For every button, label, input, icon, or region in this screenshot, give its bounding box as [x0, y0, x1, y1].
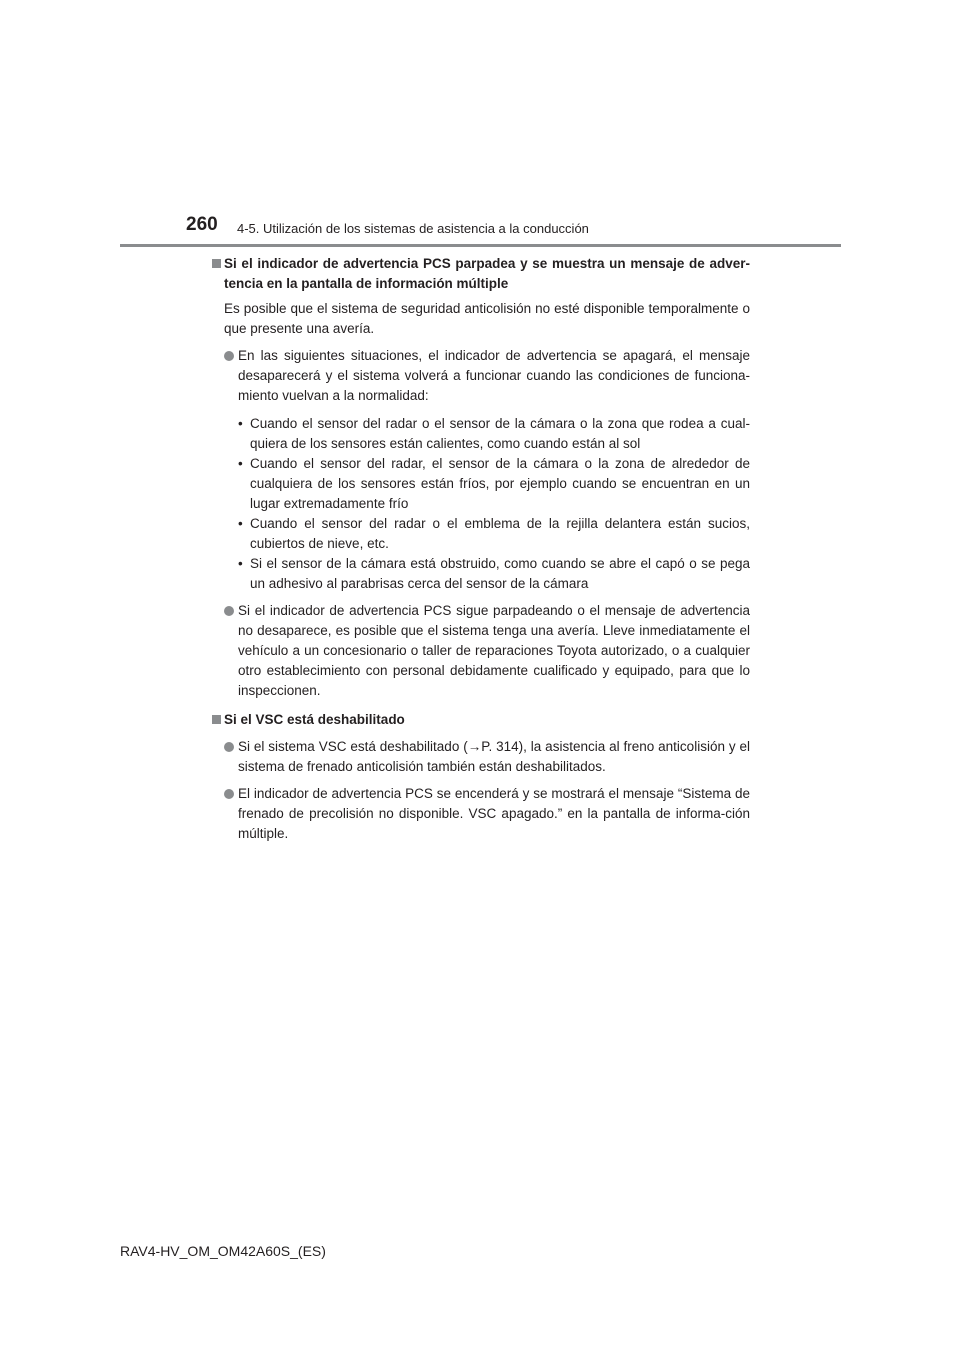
- square-bullet-icon: [212, 259, 221, 268]
- circle-bullet-icon: [224, 789, 234, 799]
- dot-bullet-icon: •: [238, 556, 243, 571]
- section-heading-text: Si el indicador de advertencia PCS parpadea y se muestra un mensaje de adver-tencia en la pantalla de información múltiple: [224, 256, 750, 291]
- sub-list-item-text: Cuando el sensor del radar, el sensor de la cámara o la zona de alrededor de cualquiera de los sensores están fríos, por ejemplo cuando se encuentran en un lugar extremadamente frío: [250, 456, 750, 511]
- sub-list-item-text: Cuando el sensor del radar o el emblema de la rejilla delantera están sucios, cubiertos de nieve, etc.: [250, 516, 750, 551]
- sub-list-item-text: Si el sensor de la cámara está obstruido, como cuando se abre el capó o se pega un adhesivo al parabrisas cerca del sensor de la cámara: [250, 556, 750, 591]
- square-bullet-icon: [212, 715, 221, 724]
- sub-list: [210, 414, 750, 594]
- bullet-text: Si el indicador de advertencia PCS sigue parpadeando o el mensaje de advertencia no desaparece, es posible que el sistema tenga una avería. Lleve inmediatamente el vehículo a un concesionario o taller de reparaciones Toyota autorizado, o a cualquier otro establecimiento con personal debidamente cualificado y equipado, para que lo inspeccionen.: [238, 603, 750, 698]
- dot-bullet-icon: •: [238, 416, 243, 431]
- document-code: RAV4-HV_OM_OM42A60S_(ES): [120, 1243, 326, 1259]
- running-head: 4-5. Utilización de los sistemas de asistencia a la conducción: [237, 221, 589, 236]
- sub-list-item: [210, 454, 750, 514]
- bullet-item: [210, 737, 750, 777]
- section-heading: [210, 710, 750, 730]
- section-heading-text: Si el VSC está deshabilitado: [224, 712, 405, 727]
- sub-list-item: [210, 514, 750, 554]
- sub-list-item: [210, 554, 750, 594]
- bullet-text: El indicador de advertencia PCS se encenderá y se mostrará el mensaje “Sistema de frenado de precolisión no disponible. VSC apagado.” en la pantalla de informa-ción múltiple.: [238, 786, 750, 841]
- bullet-item: [210, 601, 750, 701]
- dot-bullet-icon: •: [238, 516, 243, 531]
- sub-list-item-text: Cuando el sensor del radar o el sensor de la cámara o la zona que rodea a cual-quiera de los sensores están calientes, como cuando están al sol: [250, 416, 750, 451]
- page-body: [210, 254, 750, 844]
- sub-list-item: [210, 414, 750, 454]
- circle-bullet-icon: [224, 351, 234, 361]
- dot-bullet-icon: •: [238, 456, 243, 471]
- section-intro: Es posible que el sistema de seguridad anticolisión no esté disponible temporalmente o que presente una avería.: [224, 301, 750, 336]
- section-heading: [210, 254, 750, 294]
- bullet-text: En las siguientes situaciones, el indicador de advertencia se apagará, el mensaje desaparecerá y el sistema volverá a funcionar cuando las condiciones de funciona-miento vuelvan a la normalidad:: [238, 348, 750, 403]
- circle-bullet-icon: [224, 606, 234, 616]
- bullet-item: [210, 784, 750, 844]
- bullet-item: [210, 346, 750, 406]
- circle-bullet-icon: [224, 742, 234, 752]
- bullet-text: Si el sistema VSC está deshabilitado (→P. 314), la asistencia al freno anticolisión y el sistema de frenado anticolisión también están deshabilitados.: [238, 739, 750, 774]
- page-number: 260: [186, 214, 218, 235]
- header-rule: [120, 244, 841, 247]
